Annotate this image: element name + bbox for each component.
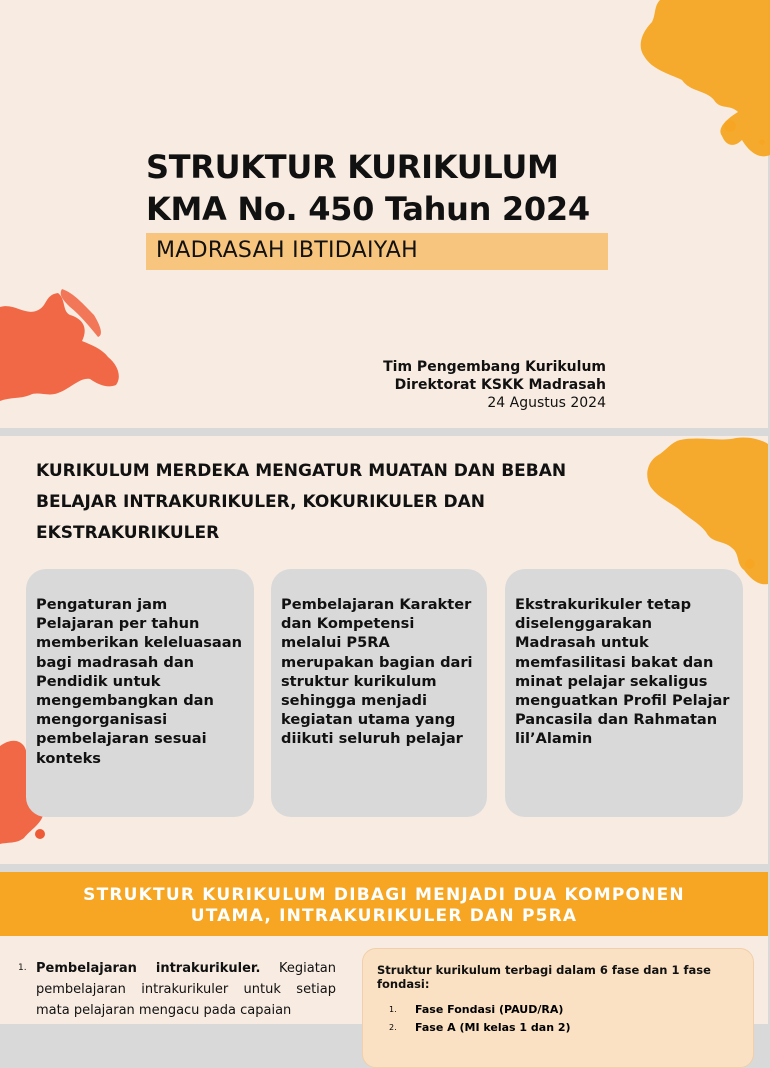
- phase-box-heading: Struktur kurikulum terbagi dalam 6 fase dan 1 fase fondasi:: [377, 963, 711, 991]
- band-heading-line-2: UTAMA, INTRAKURIKULER DAN P5RA: [190, 906, 578, 926]
- card-text: Ekstrakurikuler tetap diselenggarakan Madrasah untuk memfasilitasi bakat dan minat pelajar sekaligus menguatkan Profil Pelajar Pancasila dan Rahmatan lil’Alamin: [515, 596, 730, 748]
- date: 24 Agustus 2024: [487, 395, 606, 411]
- subtitle: MADRASAH IBTIDAIYAH: [156, 238, 418, 263]
- title-line-1: STRUKTUR KURIKULUM: [146, 148, 559, 186]
- team-name: Tim Pengembang Kurikulum: [383, 359, 606, 375]
- band-heading: [0, 885, 768, 927]
- curriculum-load-slide: [0, 436, 768, 864]
- phase-label: Fase A (MI kelas 1 dan 2): [415, 1021, 571, 1034]
- title-line-2: KMA No. 450 Tahun 2024: [146, 190, 590, 228]
- list-body: [36, 958, 336, 1021]
- card-text: Pengaturan jam Pelajaran per tahun memberikan keleluasaan bagi madrasah dan Pendidik untuk mengembangkan dan mengorganisasi pembelajaran sesuai konteks: [36, 596, 243, 767]
- list-number: 1.: [18, 963, 27, 973]
- phase-box: [362, 948, 754, 1068]
- phase-number: 1.: [389, 1005, 397, 1014]
- card-ekstrakurikuler: [505, 569, 743, 817]
- card-p5ra: [271, 569, 487, 817]
- list-item: [18, 958, 336, 1021]
- subtitle-highlight: [146, 233, 608, 270]
- list-item-title: Pembelajaran intrakurikuler.: [36, 961, 261, 976]
- list-item-text: Kegiatan pembelajaran intrakurikuler untuk setiap mata pelajaran mengacu pada capaian: [36, 961, 336, 1018]
- title-slide: [0, 0, 768, 428]
- card-jam-pelajaran: [26, 569, 254, 817]
- phase-item: [389, 1019, 739, 1037]
- slide-heading: KURIKULUM MERDEKA MENGATUR MUATAN DAN BEBAN BELAJAR INTRAKURIKULER, KOKURIKULER DAN EKSTRAKURIKULER: [36, 461, 567, 543]
- card-text: Pembelajaran Karakter dan Kompetensi melalui P5RA merupakan bagian dari struktur kurikulum sehingga menjadi kegiatan utama yang diikuti seluruh pelajar: [281, 596, 473, 748]
- intrakurikuler-description: [18, 958, 336, 1021]
- orange-paint-splash-right: [640, 436, 768, 586]
- phase-list: [377, 1001, 739, 1037]
- band-heading-line-1: STRUKTUR KURIKULUM DIBAGI MENJADI DUA KOMPONEN: [83, 885, 685, 905]
- phase-number: 2.: [389, 1023, 397, 1032]
- orange-paint-splash-top-right: [630, 0, 770, 160]
- red-paint-splash-left: [0, 285, 130, 405]
- phase-item: [389, 1001, 739, 1019]
- directorate-name: Direktorat KSKK Madrasah: [394, 377, 606, 393]
- curriculum-components-slide: [0, 872, 768, 1034]
- author-block: [383, 358, 606, 412]
- title-block: [146, 146, 590, 230]
- phase-label: Fase Fondasi (PAUD/RA): [415, 1003, 564, 1016]
- heading-band: [0, 872, 768, 936]
